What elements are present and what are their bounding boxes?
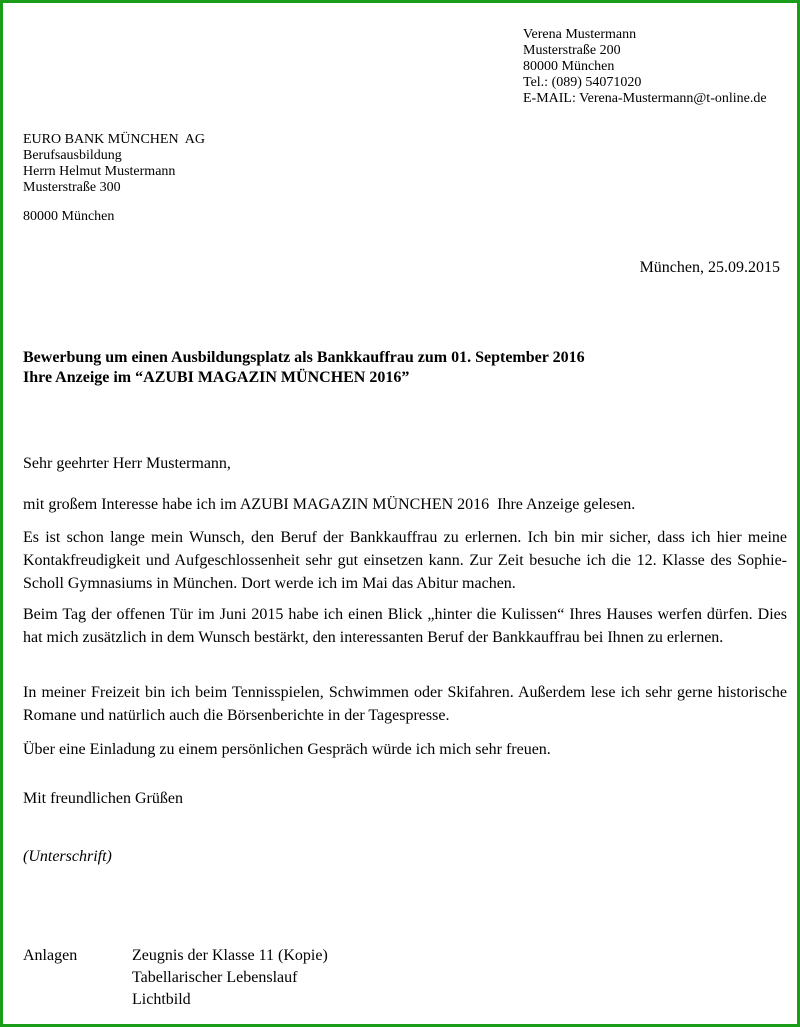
- recipient-company: EURO BANK MÜNCHEN AG: [23, 132, 206, 147]
- letter-date: München, 25.09.2015: [639, 259, 780, 276]
- recipient-address: [23, 132, 205, 196]
- sender-phone: Tel.: (089) 54071020: [523, 75, 642, 90]
- letter-subject: [23, 348, 585, 388]
- paragraph-intro: mit großem Interesse habe ich im AZUBI MAGAZIN MÜNCHEN 2016 Ihre Anzeige gelesen.: [23, 496, 636, 513]
- signature-placeholder: (Unterschrift): [23, 848, 112, 865]
- subject-line-2: Ihre Anzeige im “AZUBI MAGAZIN MÜNCHEN 2016”: [23, 369, 410, 386]
- salutation: Sehr geehrter Herr Mustermann,: [23, 455, 231, 472]
- sender-email: E-MAIL: Verena-Mustermann@t-online.de: [523, 91, 767, 106]
- attachments-list: [132, 945, 328, 1011]
- paragraph-open-day: Beim Tag der offenen Tür im Juni 2015 habe ich einen Blick „hinter die Kulissen“ Ihres Hauses werfen dürfen. Dies hat mich zusätzlich in dem Wunsch bestärkt, den interessanten Beruf der Bankkauffrau bei Ihnen zu erlernen.: [23, 606, 787, 646]
- recipient-contact: Herrn Helmut Mustermann: [23, 164, 176, 179]
- attachment-item: Lichtbild: [132, 991, 191, 1008]
- recipient-department: Berufsausbildung: [23, 148, 122, 163]
- paragraph-motivation: Es ist schon lange mein Wunsch, den Beruf der Bankkauffrau zu erlernen. Ich bin mir sicher, dass ich hier meine Kontakfreudigkeit und Aufgeschlossenheit sehr gut einsetzen kann. Zur Zeit besuche ich die 12. Klasse des Sophie-Scholl Gymnasiums in München. Dort werde ich im Mai das Abitur machen.: [23, 529, 787, 592]
- paragraph-invitation: Über eine Einladung zu einem persönlichen Gespräch würde ich mich sehr freuen.: [23, 741, 551, 758]
- paragraph-hobbies: In meiner Freizeit bin ich beim Tennisspielen, Schwimmen oder Skifahren. Außerdem lese ich sehr gerne historische Romane und natürlich auch die Börsenberichte in der Tagespresse.: [23, 684, 787, 724]
- attachment-item: Zeugnis der Klasse 11 (Kopie): [132, 947, 328, 964]
- attachments-label: Anlagen: [23, 947, 78, 964]
- subject-line-1: Bewerbung um einen Ausbildungsplatz als Bankkauffrau zum 01. September 2016: [23, 349, 585, 366]
- sender-city: 80000 München: [523, 59, 615, 74]
- sender-name: Verena Mustermann: [523, 27, 637, 42]
- recipient-city: 80000 München: [23, 209, 115, 224]
- sender-address: [523, 27, 767, 107]
- recipient-street: Musterstraße 300: [23, 180, 121, 195]
- sender-street: Musterstraße 200: [523, 43, 621, 58]
- attachment-item: Tabellarischer Lebenslauf: [132, 969, 298, 986]
- closing: Mit freundlichen Grüßen: [23, 790, 183, 807]
